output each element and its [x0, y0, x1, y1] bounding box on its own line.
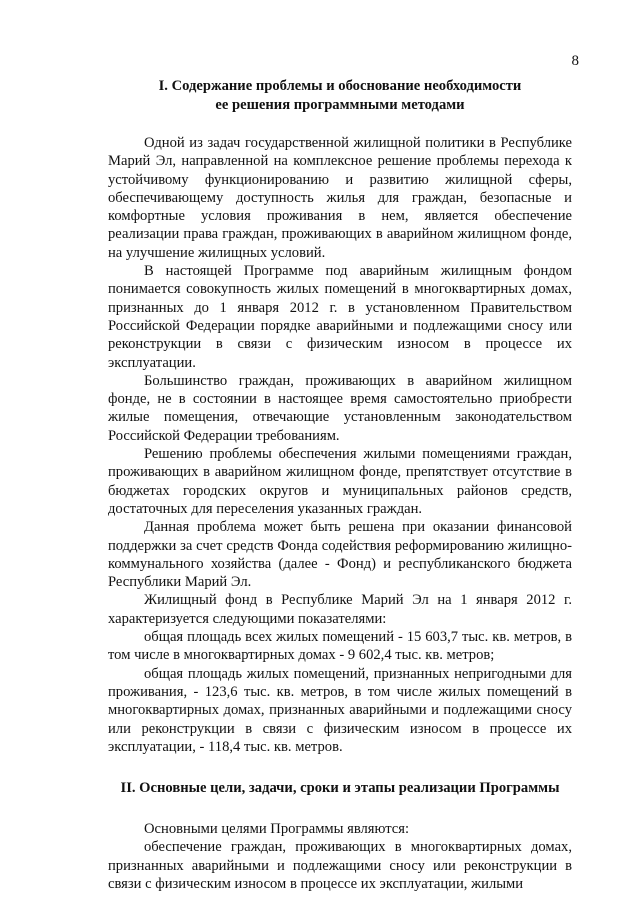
section-1-paragraph-8: общая площадь жилых помещений, признанных непригодными для проживания, - 123,6 тыс. кв. метров, в том числе жилых помещений в многоквартирных домах, признанных аварийными и подлежащими сносу или реконструкции в связи с физическим износом в процессе их эксплуатации, - 118,4 тыс. кв. метров.: [108, 665, 572, 755]
page-number: 8: [571, 53, 579, 69]
section-1-heading-line-2: ее решения программными методами: [215, 97, 465, 113]
document-body: [108, 77, 572, 893]
section-2-paragraph-1: Основными целями Программы являются:: [144, 821, 410, 838]
section-2-heading: [108, 779, 572, 798]
section-1-paragraph-4: Решению проблемы обеспечения жилыми помещениями граждан, проживающих в аварийном жилищном фонде, препятствует отсутствие в бюджетах городских округов и муниципальных районов средств, достаточных для переселения указанных граждан.: [108, 446, 572, 517]
section-1-paragraph-3: Большинство граждан, проживающих в аварийном жилищном фонде, не в состоянии в настоящее время самостоятельно приобрести жилые помещения, отвечающие установленным законодательством Российской Федерации требованиям.: [108, 372, 572, 444]
section-1-paragraph-7: общая площадь всех жилых помещений - 15 603,7 тыс. кв. метров, в том числе в многоквартирных домах - 9 602,4 тыс. кв. метров;: [108, 629, 572, 664]
section-1-heading-line-1: I. Содержание проблемы и обоснование необходимости: [158, 78, 522, 94]
section-1-paragraph-6: Жилищный фонд в Республике Марий Эл на 1 января 2012 г. характеризуется следующими показателями:: [108, 592, 572, 627]
section-1-paragraph-1: Одной из задач государственной жилищной политики в Республике Марий Эл, направленной на комплексное решение проблемы перехода к устойчивому функционированию и развитию жилищной сферы, обеспечивающему доступность жилья для граждан, безопасные и комфортные условия проживания в нем, является обеспечение реализации права граждан, проживающих в аварийном жилищном фонде, на улучшение жилищных условий.: [108, 135, 572, 261]
section-2-heading-line: II. Основные цели, задачи, сроки и этапы реализации Программы: [120, 780, 560, 797]
section-1-paragraph-5: Данная проблема может быть решена при оказании финансовой поддержки за счет средств Фонда содействия реформированию жилищно-коммунального хозяйства (далее - Фонд) и республиканского бюджета Республики Марий Эл.: [108, 519, 572, 591]
section-2-paragraph-2: обеспечение граждан, проживающих в многоквартирных домах, признанных аварийными и подлежащими сносу или реконструкции в связи с физическим износом в процессе их эксплуатации, жилыми: [108, 839, 572, 892]
section-1-heading: [108, 77, 572, 115]
section-1-paragraph-2: В настоящей Программе под аварийным жилищным фондом понимается совокупность жилых помещений в многоквартирных домах, признанных до 1 января 2012 г. в установленном Правительством Российской Федерации порядке аварийными и подлежащими сносу или реконструкции в связи с физическим износом в процессе их эксплуатации.: [108, 263, 572, 371]
